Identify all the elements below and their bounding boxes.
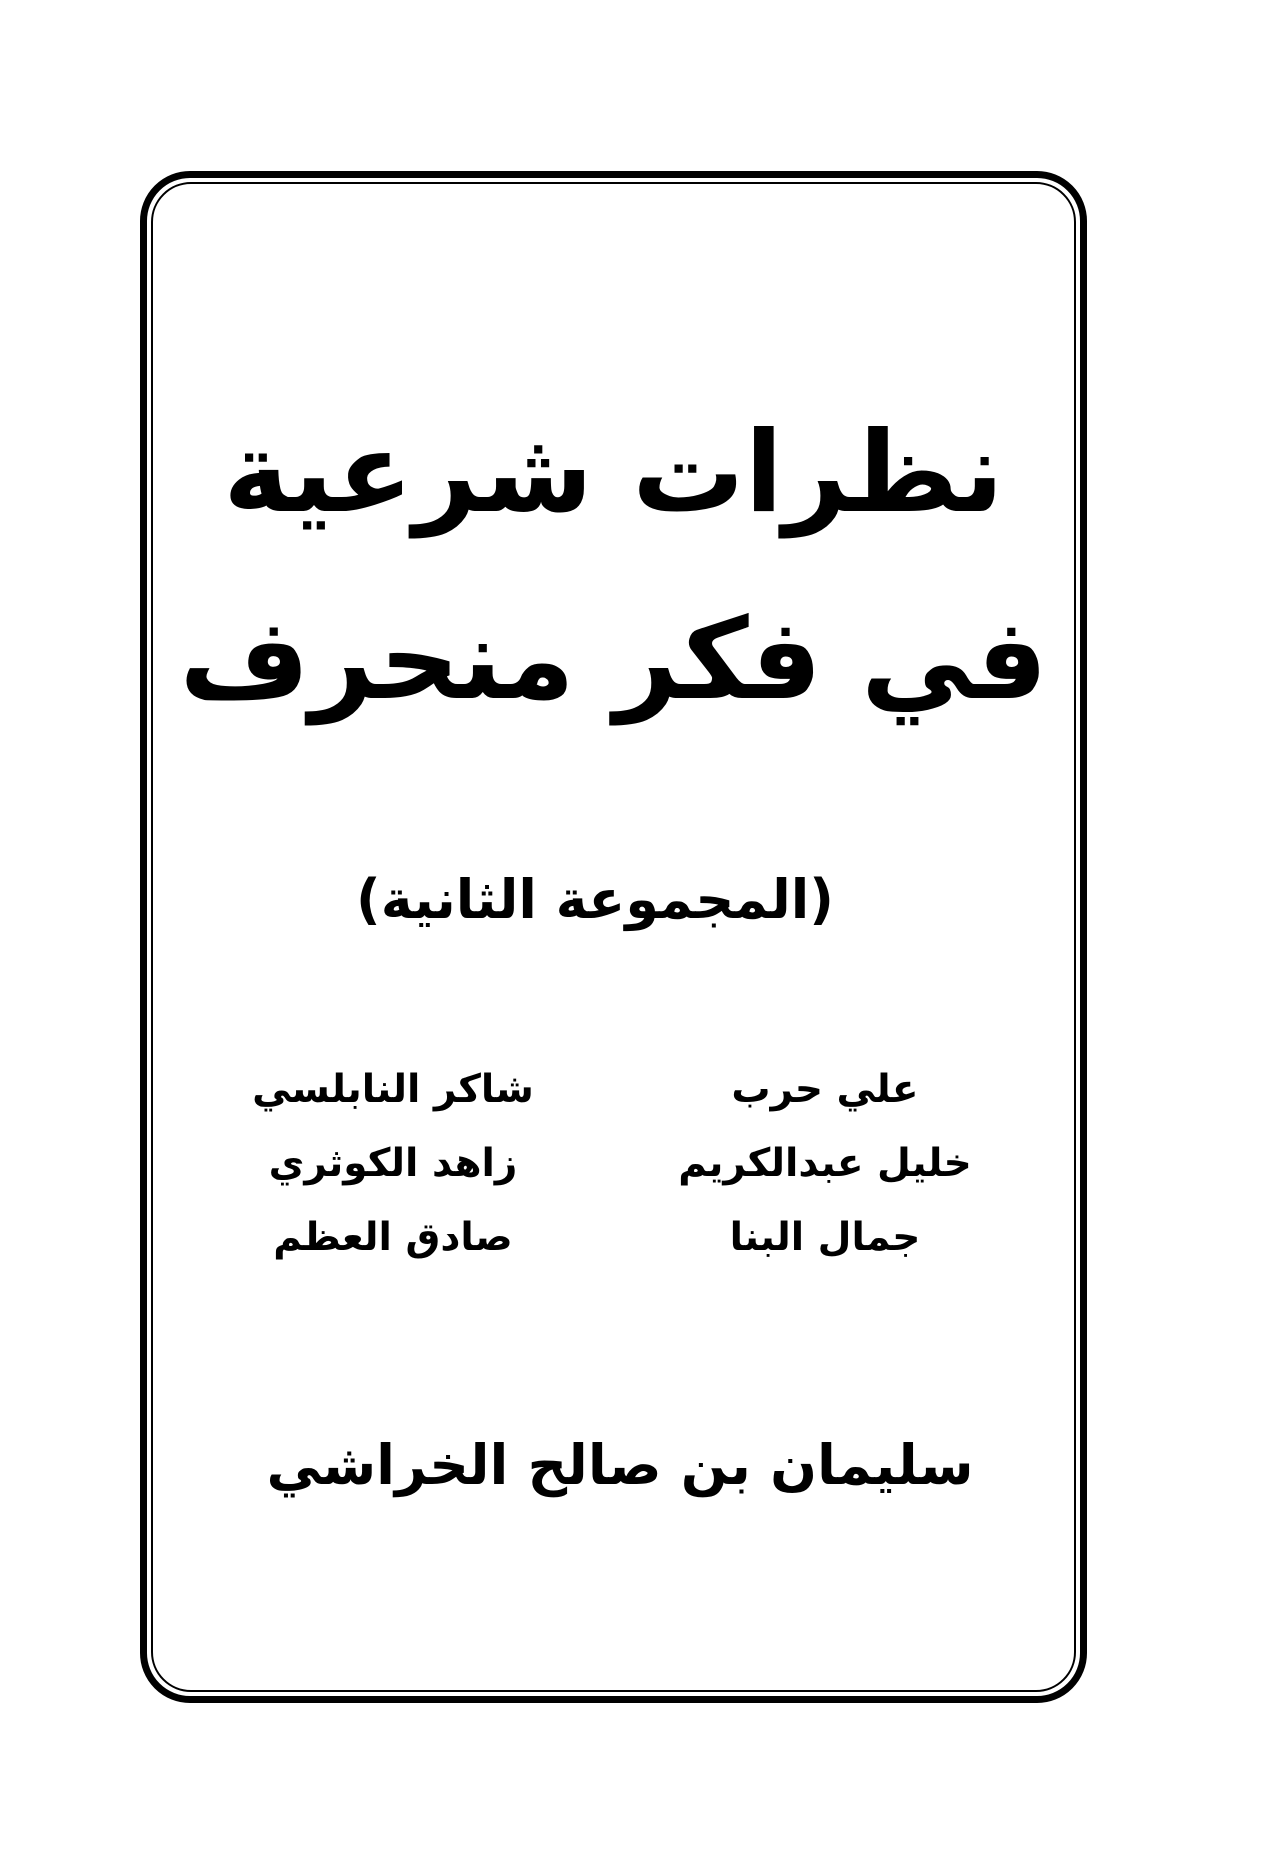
author-name: زاهد الكوثري	[268, 1141, 518, 1186]
author-name: شاكر النابلسي	[252, 1067, 534, 1112]
authors-column-left	[238, 1053, 548, 1275]
author-name: خليل عبدالكريم	[678, 1141, 972, 1186]
collection-subtitle: (المجموعة الثانية)	[356, 868, 834, 931]
author-name: علي حرب	[731, 1067, 919, 1112]
authors-column-right	[670, 1053, 980, 1275]
book-title-line-2: في فكر منحرف	[179, 595, 1048, 725]
author-name: جمال البنا	[729, 1215, 921, 1260]
compiler-name: سليمان بن صالح الخراشي	[266, 1433, 974, 1497]
book-title-line-1: نظرات شرعية	[223, 408, 1004, 538]
author-name: صادق العظم	[273, 1215, 513, 1260]
